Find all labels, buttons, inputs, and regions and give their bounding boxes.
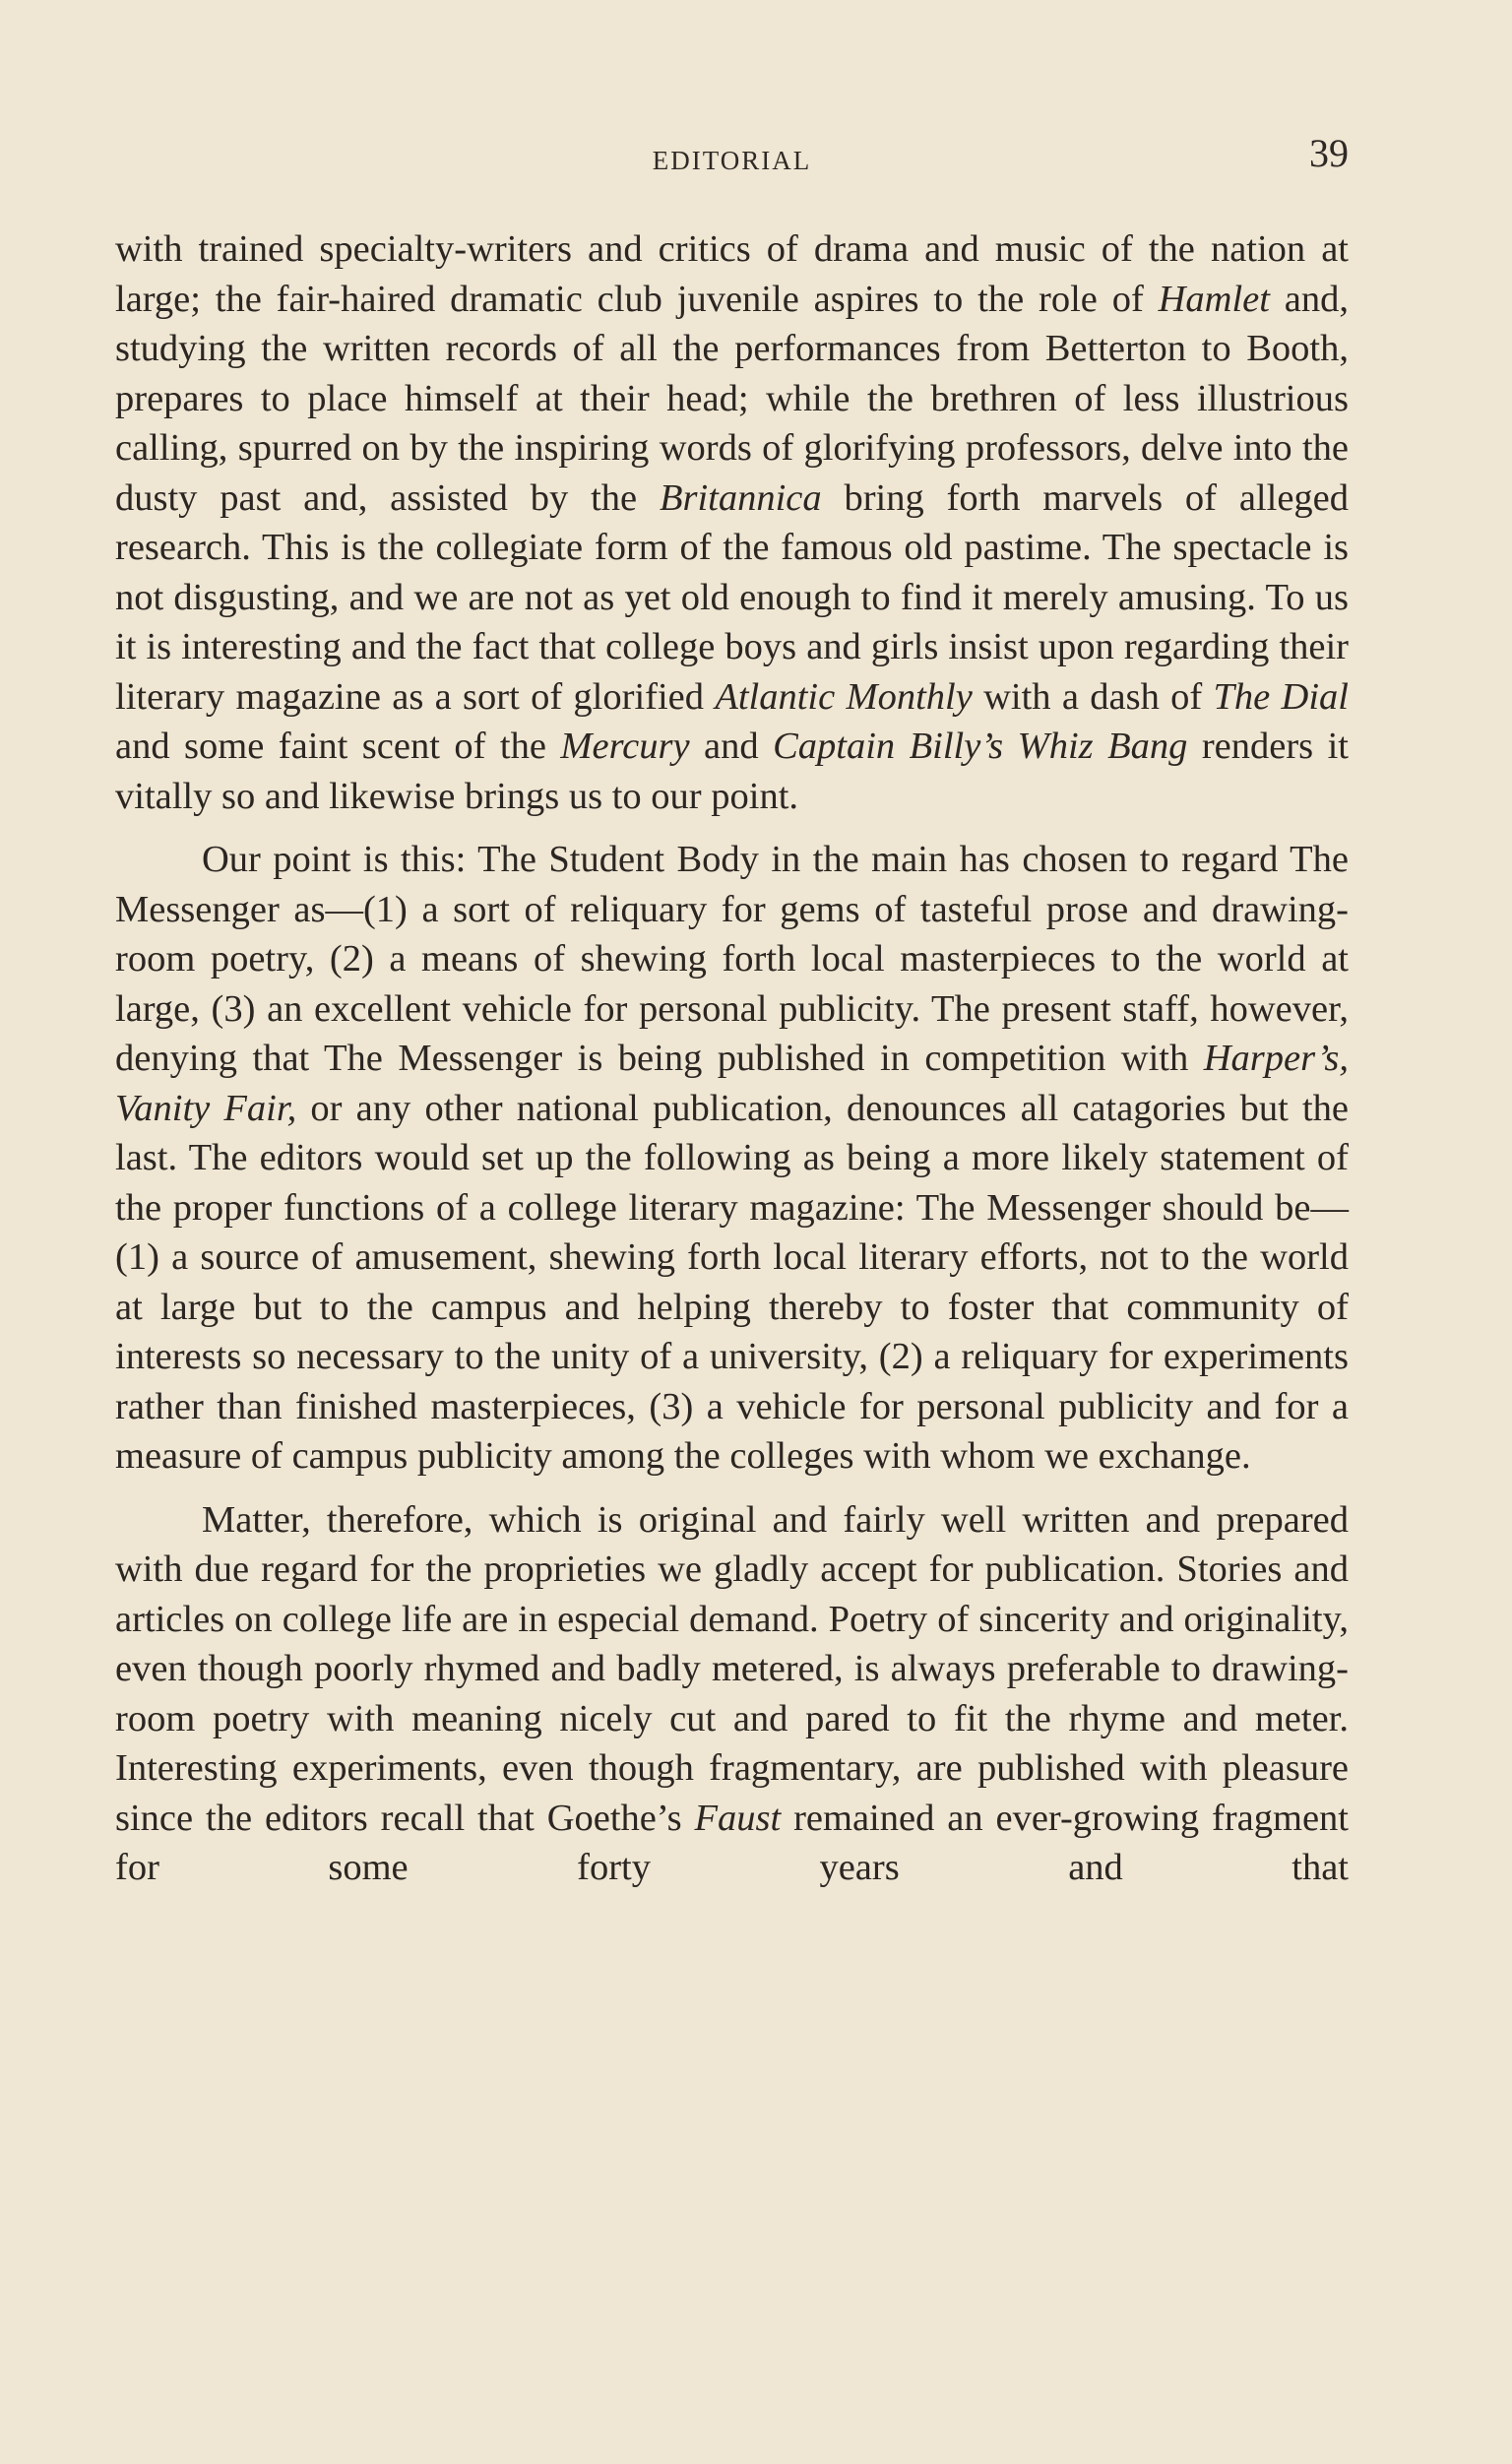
text-run: with trained specialty-writers and critics of drama and music of the nation at large; the fair-haired dramatic club juvenile aspires to the role of	[115, 228, 1349, 320]
text-run: remained an ever-growing fragment for some forty years and that	[115, 1797, 1349, 1888]
italic-title: Captain Billy’s Whiz Bang	[773, 726, 1188, 767]
italic-title: Mercury	[560, 726, 690, 767]
text-run: renders it vitally so and likewise brings us to our point.	[115, 726, 1349, 817]
text-run: or any other national publication, denounces all catagories but the last. The editors would set up the following as being a more likely statement of the proper functions of a college literary magazine: The Messenger should be—(1) a source of amusement, shewing forth local literary efforts, not to the world at large but to the campus and helping thereby to foster that community of interests so necessary to the unity of a university, (2) a reliquary for experiments rather than finished masterpieces, (3) a vehicle for personal publicity and for a measure of campus publicity among the colleges with whom we exchange.	[115, 1087, 1349, 1477]
italic-title: Britannica	[659, 476, 822, 519]
italic-title: Harper’s, Vanity Fair,	[115, 1038, 1349, 1129]
running-head-title: EDITORIAL	[652, 146, 812, 175]
text-run: with a dash of	[972, 675, 1214, 718]
text-run: and	[689, 726, 774, 767]
italic-title: Hamlet	[1158, 278, 1270, 320]
text-run: and some faint scent of the	[115, 726, 561, 767]
text-run: and, studying the written records of all the performances from Betterton to Booth, prepares to place himself at their head; while the brethren of less illustrious calling, spurred on by the inspiring words of glorifying professors, delve into the dusty past and, assisted by the	[115, 278, 1349, 519]
page-number: 39	[1309, 131, 1349, 175]
text-run: bring forth marvels of alleged research. This is the collegiate form of the famous old pastime. The spectacle is not disgusting, and we are not as yet old enough to find it merely amusing. To us it is interesting and the fact that college boys and girls insist upon regarding their literary magazine as a sort of glorified	[115, 476, 1349, 718]
italic-title: Atlantic Monthly	[715, 675, 973, 718]
italic-title: The Dial	[1213, 675, 1349, 718]
running-head	[115, 128, 1349, 187]
text-run: Our point is this: The Student Body in the main has chosen to regard The Messenger as—(1) a sort of reliquary for gems of tasteful prose and drawing-room poetry, (2) a means of shewing forth local masterpieces to the world at large, (3) an excellent vehicle for personal publicity. The present staff, however, denying that The Messenger is being published in competition with	[115, 839, 1349, 1079]
paragraph-2	[115, 835, 1349, 1482]
paragraph-1	[115, 224, 1349, 821]
body-text	[115, 224, 1349, 1907]
paragraph-3	[115, 1495, 1349, 1893]
italic-title: Faust	[694, 1797, 782, 1839]
text-run: Matter, therefore, which is original and fairly well written and prepared with due regard for the proprieties we gladly accept for publication. Stories and articles on college life are in especial demand. Poetry of sincerity and originality, even though poorly rhymed and badly metered, is always preferable to drawing-room poetry with meaning nicely cut and pared to fit the rhyme and meter. Interesting experiments, even though fragmentary, are published with pleasure since the editors recall that Goethe’s	[115, 1498, 1349, 1839]
